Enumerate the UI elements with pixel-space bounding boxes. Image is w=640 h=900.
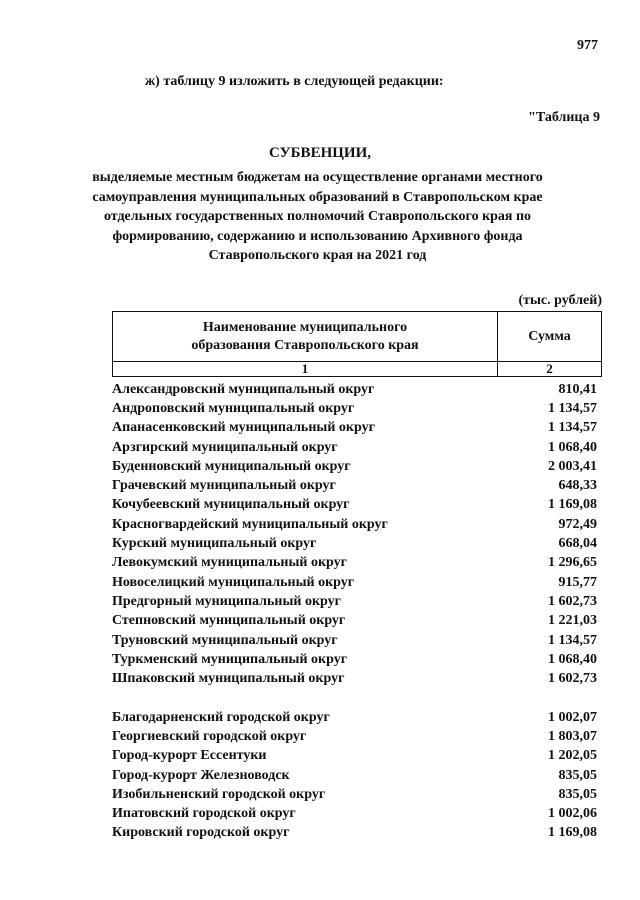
table-row bbox=[112, 766, 602, 785]
table-row bbox=[112, 457, 602, 476]
column-number-2: 2 bbox=[546, 361, 553, 376]
document-subtitle bbox=[90, 168, 545, 266]
table-row bbox=[112, 399, 602, 418]
amount-value: 1 296,65 bbox=[548, 555, 597, 571]
intro-text: ж) таблицу 9 изложить в следующей редакции: bbox=[145, 74, 444, 89]
municipality-name: Апанасенковский муниципальный округ bbox=[112, 420, 375, 436]
column-number-1: 1 bbox=[113, 362, 498, 376]
table-row bbox=[112, 785, 602, 804]
municipality-name: Георгиевский городской округ bbox=[112, 728, 307, 744]
municipality-name: Новоселицкий муниципальный округ bbox=[112, 574, 355, 590]
table-row bbox=[112, 612, 602, 631]
table-body bbox=[112, 380, 602, 843]
municipality-name: Красногвардейский муниципальный округ bbox=[112, 516, 388, 532]
table-row bbox=[112, 554, 602, 573]
table-row bbox=[112, 727, 602, 746]
municipality-name: Курский муниципальный округ bbox=[112, 536, 317, 552]
table-row bbox=[112, 534, 602, 553]
amount-value: 1 002,06 bbox=[548, 806, 597, 822]
table-row bbox=[112, 650, 602, 669]
municipality-name: Степновский муниципальный округ bbox=[112, 613, 346, 629]
amount-value: 1 221,03 bbox=[548, 613, 597, 629]
municipality-name: Город-курорт Ессентуки bbox=[112, 748, 267, 764]
amount-value: 1 068,40 bbox=[548, 439, 597, 455]
page-number: 977 bbox=[577, 38, 598, 53]
amount-value: 835,05 bbox=[558, 767, 597, 783]
amount-value: 1 169,08 bbox=[548, 825, 597, 841]
table-row bbox=[112, 380, 602, 399]
table-row bbox=[112, 419, 602, 438]
municipality-name: Грачевский муниципальный округ bbox=[112, 478, 336, 494]
municipality-name: Буденновский муниципальный округ bbox=[112, 458, 351, 474]
amount-value: 1 002,07 bbox=[548, 709, 597, 725]
amount-value: 1 169,08 bbox=[548, 497, 597, 513]
table-header bbox=[112, 311, 602, 377]
municipality-name: Андроповский муниципальный округ bbox=[112, 400, 355, 416]
table-row bbox=[112, 805, 602, 824]
municipality-name: Предгорный муниципальный округ bbox=[112, 593, 341, 609]
municipality-name: Левокумский муниципальный округ bbox=[112, 555, 347, 571]
header-name-line: Наименование муниципального bbox=[202, 319, 408, 335]
table-row bbox=[112, 824, 602, 843]
amount-value: 1 134,57 bbox=[548, 400, 597, 416]
municipality-name: Шпаковский муниципальный округ bbox=[112, 671, 345, 687]
amount-value: 972,49 bbox=[558, 516, 597, 532]
amount-value: 1 202,05 bbox=[548, 748, 597, 764]
municipality-name: Александровский муниципальный округ bbox=[112, 381, 375, 397]
table-row bbox=[112, 592, 602, 611]
amount-value: 835,05 bbox=[558, 786, 597, 802]
municipality-name: Кировский городской округ bbox=[112, 825, 290, 841]
amount-value: 1 068,40 bbox=[548, 651, 597, 667]
amount-value: 1 134,57 bbox=[548, 632, 597, 648]
table-row bbox=[112, 515, 602, 534]
amount-value: 1 134,57 bbox=[548, 420, 597, 436]
units-label: (тыс. рублей) bbox=[518, 293, 602, 308]
table-row bbox=[112, 708, 602, 727]
amount-value: 1 602,73 bbox=[548, 671, 597, 687]
header-name-line: образования Ставропольского края bbox=[191, 337, 419, 353]
amount-value: 915,77 bbox=[558, 574, 597, 590]
amount-value: 1 602,73 bbox=[548, 593, 597, 609]
table-label: "Таблица 9 bbox=[528, 110, 600, 125]
municipality-name: Труновский муниципальный округ bbox=[112, 632, 338, 648]
municipality-name: Изобильненский городской округ bbox=[112, 786, 326, 802]
group-separator bbox=[112, 689, 602, 708]
municipality-name: Туркменский муниципальный округ bbox=[112, 651, 348, 667]
amount-value: 2 003,41 bbox=[548, 458, 597, 474]
subtitle-line: выделяемые местным бюджетам на осуществление органами местного bbox=[92, 170, 543, 185]
amount-value: 668,04 bbox=[558, 536, 597, 552]
table-row bbox=[112, 631, 602, 650]
header-name-cell bbox=[113, 312, 498, 362]
municipality-name: Город-курорт Железноводск bbox=[112, 767, 290, 783]
amount-value: 1 803,07 bbox=[548, 728, 597, 744]
subtitle-line: формированию, содержанию и использованию Архивного фонда bbox=[112, 228, 523, 244]
municipality-name: Арзгирский муниципальный округ bbox=[112, 439, 338, 455]
subtitle-line: Ставропольского края на 2021 год bbox=[208, 248, 427, 263]
table-row bbox=[112, 669, 602, 688]
subtitle-line: самоуправления муниципальных образований в Ставропольском крае bbox=[92, 189, 543, 205]
amount-value: 810,41 bbox=[558, 381, 597, 397]
table-row bbox=[112, 438, 602, 457]
document-title: СУБВЕНЦИИ, bbox=[269, 145, 371, 161]
amount-value: 648,33 bbox=[558, 478, 597, 494]
municipality-name: Благодарненский городской округ bbox=[112, 709, 330, 725]
table-row bbox=[112, 747, 602, 766]
table-row bbox=[112, 476, 602, 495]
table-row bbox=[112, 496, 602, 515]
table-row bbox=[112, 573, 602, 592]
subtitle-line: отдельных государственных полномочий Ставропольского края по bbox=[103, 209, 532, 224]
municipality-name: Кочубеевский муниципальный округ bbox=[112, 497, 350, 513]
municipality-name: Ипатовский городской округ bbox=[112, 806, 296, 822]
header-sum-cell: Сумма bbox=[498, 312, 601, 362]
